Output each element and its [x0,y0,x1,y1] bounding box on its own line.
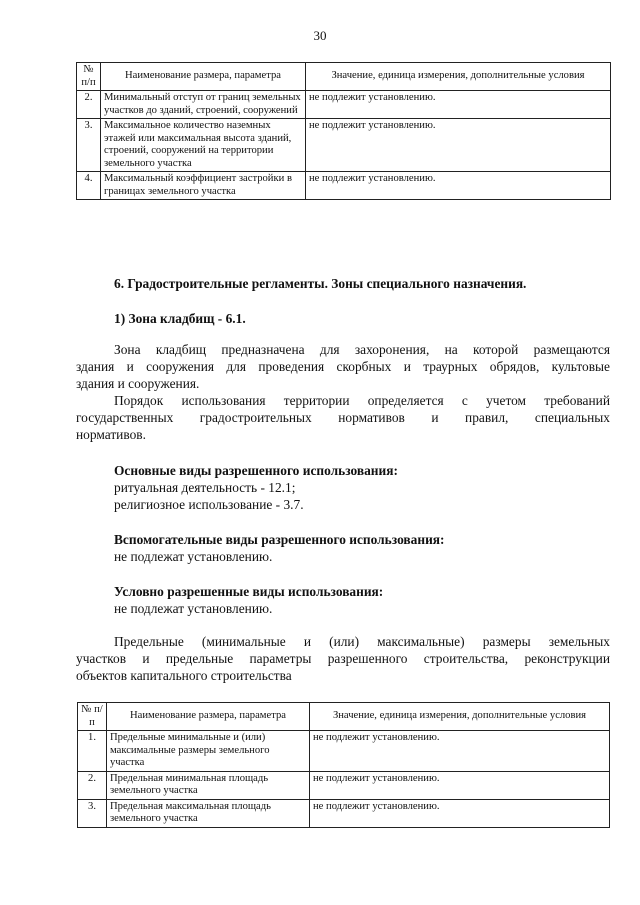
row-num: 2. [77,91,101,119]
table-row [77,91,611,119]
header-num: № п/п [78,703,107,731]
paragraph-line: участков и предельные параметры разрешенного строительства, реконструкции [76,651,610,666]
main-uses-item: религиозное использование - 3.7. [114,497,304,512]
row-name: Максимальное количество наземных этажей или максимальная высота зданий, строений, сооружений на территории земельного участка [101,119,306,172]
table-row [77,119,611,172]
auxiliary-uses-heading: Вспомогательные виды разрешенного использования: [114,532,445,547]
row-value: не подлежит установлению. [310,771,610,799]
row-value: не подлежит установлению. [306,91,611,119]
paragraph-line: государственных градостроительных нормативов и правил, специальных [76,410,610,425]
row-name: Предельная максимальная площадь земельного участка [107,799,310,827]
paragraph-line: Предельные (минимальные и (или) максимальные) размеры земельных [114,634,610,649]
page-number: 30 [313,28,327,43]
paragraph-line: Зона кладбищ предназначена для захоронения, на которой размещаются [114,342,610,357]
zone-title: 1) Зона кладбищ - 6.1. [114,311,246,326]
section-title: 6. Градостроительные регламенты. Зоны специального назначения. [114,276,527,291]
header-num: № п/п [77,63,101,91]
header-value: Значение, единица измерения, дополнительные условия [306,63,611,91]
header-name: Наименование размера, параметра [107,703,310,731]
paragraph-line: объектов капитального строительства [76,668,292,683]
main-uses-item: ритуальная деятельность - 12.1; [114,480,296,495]
conditional-uses-heading: Условно разрешенные виды использования: [114,584,384,599]
row-name: Предельная минимальная площадь земельного участка [107,771,310,799]
zone-description [76,341,610,443]
table-row [78,799,610,827]
parameters-table-2 [77,702,610,828]
auxiliary-uses-text: не подлежат установлению. [114,549,273,564]
main-uses-heading: Основные виды разрешенного использования: [114,463,398,478]
row-value: не подлежит установлению. [310,731,610,772]
table-row [77,172,611,200]
paragraph-line: Порядок использования территории определяется с учетом требований [114,393,610,408]
table-row [78,731,610,772]
limits-paragraph [76,633,610,684]
conditional-uses-text: не подлежат установлению. [114,601,273,616]
row-num: 3. [77,119,101,172]
row-num: 3. [78,799,107,827]
row-num: 4. [77,172,101,200]
paragraph-line: нормативов. [76,427,146,442]
paragraph-line: здания и сооружения для проведения скорбных и траурных обрядов, культовые [76,359,610,374]
row-num: 2. [78,771,107,799]
table-header-row [78,703,610,731]
table-header-row [77,63,611,91]
row-value: не подлежит установлению. [310,799,610,827]
header-value: Значение, единица измерения, дополнительные условия [310,703,610,731]
table-row [78,771,610,799]
paragraph-line: здания и сооружения. [76,376,200,391]
row-value: не подлежит установлению. [306,172,611,200]
parameters-table-1 [76,62,611,200]
row-name: Предельные минимальные и (или) максимальные размеры земельного участка [107,731,310,772]
header-name: Наименование размера, параметра [101,63,306,91]
row-value: не подлежит установлению. [306,119,611,172]
row-num: 1. [78,731,107,772]
row-name: Минимальный отступ от границ земельных участков до зданий, строений, сооружений [101,91,306,119]
row-name: Максимальный коэффициент застройки в границах земельного участка [101,172,306,200]
